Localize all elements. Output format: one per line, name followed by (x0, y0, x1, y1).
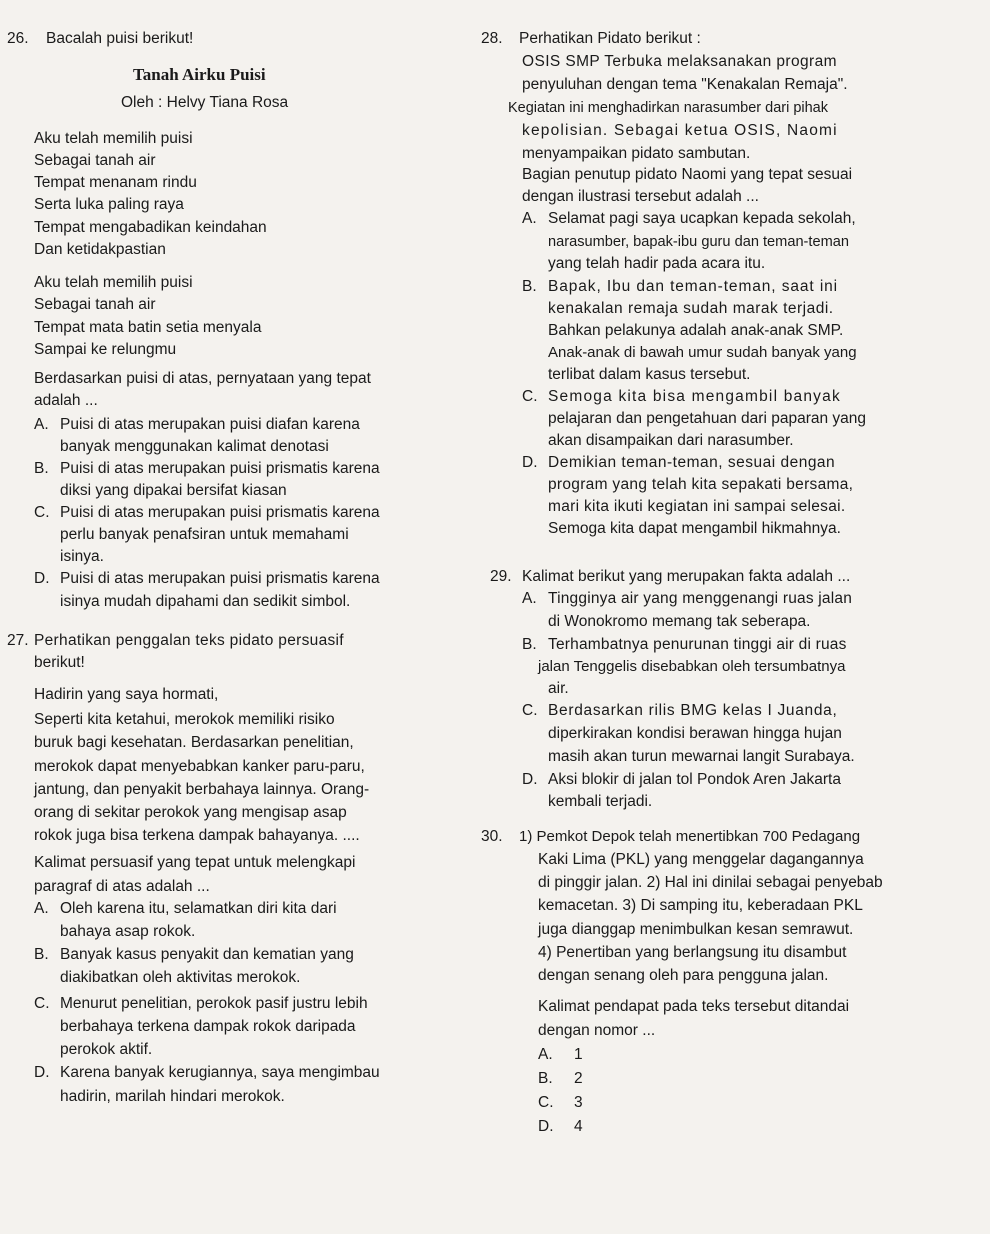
option-letter[interactable]: B. (522, 636, 537, 653)
option-letter[interactable]: C. (34, 995, 50, 1012)
poem-line: Tempat mengabadikan keindahan (34, 219, 267, 236)
option-text[interactable]: Semoga kita dapat mengambil hikmahnya. (548, 520, 841, 537)
passage-line: menyampaikan pidato sambutan. (522, 145, 751, 162)
poem-line: Tempat menanam rindu (34, 174, 197, 191)
question-prompt: Bacalah puisi berikut! (46, 30, 194, 47)
option-text[interactable]: jalan Tenggelis disebabkan oleh tersumbatnya (538, 658, 846, 675)
option-letter[interactable]: B. (538, 1070, 553, 1087)
option-letter[interactable]: D. (522, 771, 538, 788)
question-text: Kalimat pendapat pada teks tersebut ditandai (538, 998, 850, 1015)
poem-line: Sebagai tanah air (34, 296, 156, 313)
question-number: 28. (481, 30, 503, 47)
question-prompt: berikut! (34, 654, 85, 671)
option-letter[interactable]: D. (522, 454, 538, 471)
passage-line: Kaki Lima (PKL) yang menggelar dagangannya (538, 851, 864, 868)
option-text[interactable]: pelajaran dan pengetahuan dari paparan yang (548, 410, 867, 427)
option-letter[interactable]: B. (34, 946, 49, 963)
option-text[interactable]: perlu banyak penafsiran untuk memahami (60, 526, 349, 543)
option-text[interactable]: akan disampaikan dari narasumber. (548, 432, 794, 449)
question-prompt: Perhatikan penggalan teks pidato persuasif (34, 632, 344, 649)
option-text[interactable]: Selamat pagi saya ucapkan kepada sekolah, (548, 210, 856, 227)
passage-line: Hadirin yang saya hormati, (34, 686, 219, 703)
question-number: 26. (7, 30, 29, 47)
passage-line: penyuluhan dengan tema "Kenakalan Remaja". (522, 76, 848, 93)
poem-line: Aku telah memilih puisi (34, 130, 193, 147)
option-text[interactable]: Anak-anak di bawah umur sudah banyak yang (548, 344, 857, 361)
option-text[interactable]: program yang telah kita sepakati bersama, (548, 476, 854, 493)
option-text[interactable]: Aksi blokir di jalan tol Pondok Aren Jakarta (548, 771, 841, 788)
option-letter[interactable]: C. (34, 504, 50, 521)
option-letter[interactable]: B. (522, 278, 537, 295)
poem-line: Sebagai tanah air (34, 152, 156, 169)
option-text[interactable]: hadirin, marilah hindari merokok. (60, 1088, 285, 1105)
question-number: 27. (7, 632, 29, 649)
option-text[interactable]: Menurut penelitian, perokok pasif justru lebih (60, 995, 368, 1012)
passage-line: Kegiatan ini menghadirkan narasumber dari pihak (508, 100, 828, 116)
option-text[interactable]: Puisi di atas merupakan puisi prismatis karena (60, 460, 380, 477)
question-text: Kalimat persuasif yang tepat untuk melengkapi (34, 854, 356, 871)
option-text[interactable]: Puisi di atas merupakan puisi prismatis karena (60, 570, 380, 587)
option-letter[interactable]: A. (538, 1046, 553, 1063)
option-text[interactable]: Bahkan pelakunya adalah anak-anak SMP. (548, 322, 844, 339)
option-text[interactable]: 4 (574, 1118, 583, 1135)
option-text[interactable]: bahaya asap rokok. (60, 923, 196, 940)
option-letter[interactable]: C. (522, 702, 538, 719)
poem-line: Aku telah memilih puisi (34, 274, 193, 291)
passage-line: di pinggir jalan. 2) Hal ini dinilai sebagai penyebab (538, 874, 883, 891)
option-letter[interactable]: A. (34, 900, 49, 917)
option-letter[interactable]: A. (34, 416, 49, 433)
poem-line: Sampai ke relungmu (34, 341, 177, 358)
option-letter[interactable]: C. (538, 1094, 554, 1111)
option-letter[interactable]: D. (34, 1064, 50, 1081)
question-text: adalah ... (34, 392, 98, 409)
passage-line: buruk bagi kesehatan. Berdasarkan penelitian, (34, 734, 354, 751)
option-text[interactable]: Semoga kita bisa mengambil banyak (548, 388, 841, 405)
poem-line: Serta luka paling raya (34, 196, 184, 213)
passage-line: OSIS SMP Terbuka melaksanakan program (522, 53, 837, 70)
option-text[interactable]: isinya mudah dipahami dan sedikit simbol. (60, 593, 351, 610)
option-letter[interactable]: A. (522, 590, 537, 607)
option-letter[interactable]: B. (34, 460, 49, 477)
passage-line: rokok juga bisa terkena dampak bahayanya. .... (34, 827, 360, 844)
option-text[interactable]: Karena banyak kerugiannya, saya mengimbau (60, 1064, 380, 1081)
passage-line: Seperti kita ketahui, merokok memiliki risiko (34, 711, 335, 728)
option-text[interactable]: Terhambatnya penurunan tinggi air di ruas (548, 636, 847, 653)
option-text[interactable]: Bapak, Ibu dan teman-teman, saat ini (548, 278, 839, 295)
poem-line: Dan ketidakpastian (34, 241, 166, 258)
question-text: Bagian penutup pidato Naomi yang tepat sesuai (522, 166, 853, 183)
passage-line: juga dianggap menimbulkan kesan semrawut. (538, 921, 854, 938)
passage-line: 4) Penertiban yang berlangsung itu disambut (538, 944, 847, 961)
question-number: 30. (481, 828, 503, 845)
option-text[interactable]: 3 (574, 1094, 583, 1111)
option-text[interactable]: Banyak kasus penyakit dan kematian yang (60, 946, 354, 963)
question-prompt: Perhatikan Pidato berikut : (519, 30, 701, 47)
question-number: 29. (490, 568, 512, 585)
option-text[interactable]: di Wonokromo memang tak seberapa. (548, 613, 811, 630)
option-text[interactable]: diperkirakan kondisi berawan hingga hujan (548, 725, 842, 742)
passage-line: orang di sekitar perokok yang mengisap asap (34, 804, 347, 821)
poem-line: Tempat mata batin setia menyala (34, 319, 262, 336)
option-text[interactable]: air. (548, 680, 569, 697)
option-text[interactable]: 2 (574, 1070, 583, 1087)
option-text[interactable]: Oleh karena itu, selamatkan diri kita dari (60, 900, 337, 917)
question-text: dengan ilustrasi tersebut adalah ... (522, 188, 759, 205)
passage-line: 1) Pemkot Depok telah menertibkan 700 Pedagang (519, 828, 861, 845)
option-text[interactable]: Puisi di atas merupakan puisi diafan karena (60, 416, 360, 433)
question-text: dengan nomor ... (538, 1022, 656, 1039)
option-text[interactable]: diakibatkan oleh aktivitas merokok. (60, 969, 301, 986)
option-text[interactable]: masih akan turun mewarnai langit Surabaya. (548, 748, 855, 765)
question-text: Berdasarkan puisi di atas, pernyataan yang tepat (34, 370, 371, 387)
option-text[interactable]: diksi yang dipakai bersifat kiasan (60, 482, 287, 499)
passage-line: kepolisian. Sebagai ketua OSIS, Naomi (522, 122, 838, 139)
poem-title: Tanah Airku Puisi (133, 65, 266, 84)
option-text[interactable]: Berdasarkan rilis BMG kelas I Juanda, (548, 702, 838, 719)
option-text[interactable]: terlibat dalam kasus tersebut. (548, 366, 751, 383)
option-text[interactable]: kembali terjadi. (548, 793, 653, 810)
question-prompt: Kalimat berikut yang merupakan fakta adalah ... (522, 568, 851, 585)
passage-line: kemacetan. 3) Di samping itu, keberadaan PKL (538, 897, 863, 914)
poem-author: Oleh : Helvy Tiana Rosa (121, 94, 289, 111)
option-text[interactable]: narasumber, bapak-ibu guru dan teman-teman (548, 234, 849, 250)
passage-line: jantung, dan penyakit berbahaya lainnya. Orang- (34, 781, 370, 798)
option-text[interactable]: kenakalan remaja sudah marak terjadi. (548, 300, 834, 317)
option-text[interactable]: Demikian teman-teman, sesuai dengan (548, 454, 836, 471)
option-text[interactable]: banyak menggunakan kalimat denotasi (60, 438, 329, 455)
option-letter[interactable]: D. (34, 570, 50, 587)
option-text[interactable]: mari kita ikuti kegiatan ini sampai selesai. (548, 498, 846, 515)
option-letter[interactable]: D. (538, 1118, 554, 1135)
option-text[interactable]: Tingginya air yang menggenangi ruas jalan (548, 590, 853, 607)
option-text[interactable]: Puisi di atas merupakan puisi prismatis karena (60, 504, 380, 521)
option-letter[interactable]: A. (522, 210, 537, 227)
option-text[interactable]: 1 (574, 1046, 583, 1063)
passage-line: merokok dapat menyebabkan kanker paru-paru, (34, 758, 365, 775)
option-letter[interactable]: C. (522, 388, 538, 405)
option-text[interactable]: isinya. (60, 548, 104, 565)
passage-line: dengan senang oleh para pengguna jalan. (538, 967, 829, 984)
option-text[interactable]: berbahaya terkena dampak rokok daripada (60, 1018, 356, 1035)
option-text[interactable]: yang telah hadir pada acara itu. (548, 255, 766, 272)
option-text[interactable]: perokok aktif. (60, 1041, 153, 1058)
question-text: paragraf di atas adalah ... (34, 878, 210, 895)
